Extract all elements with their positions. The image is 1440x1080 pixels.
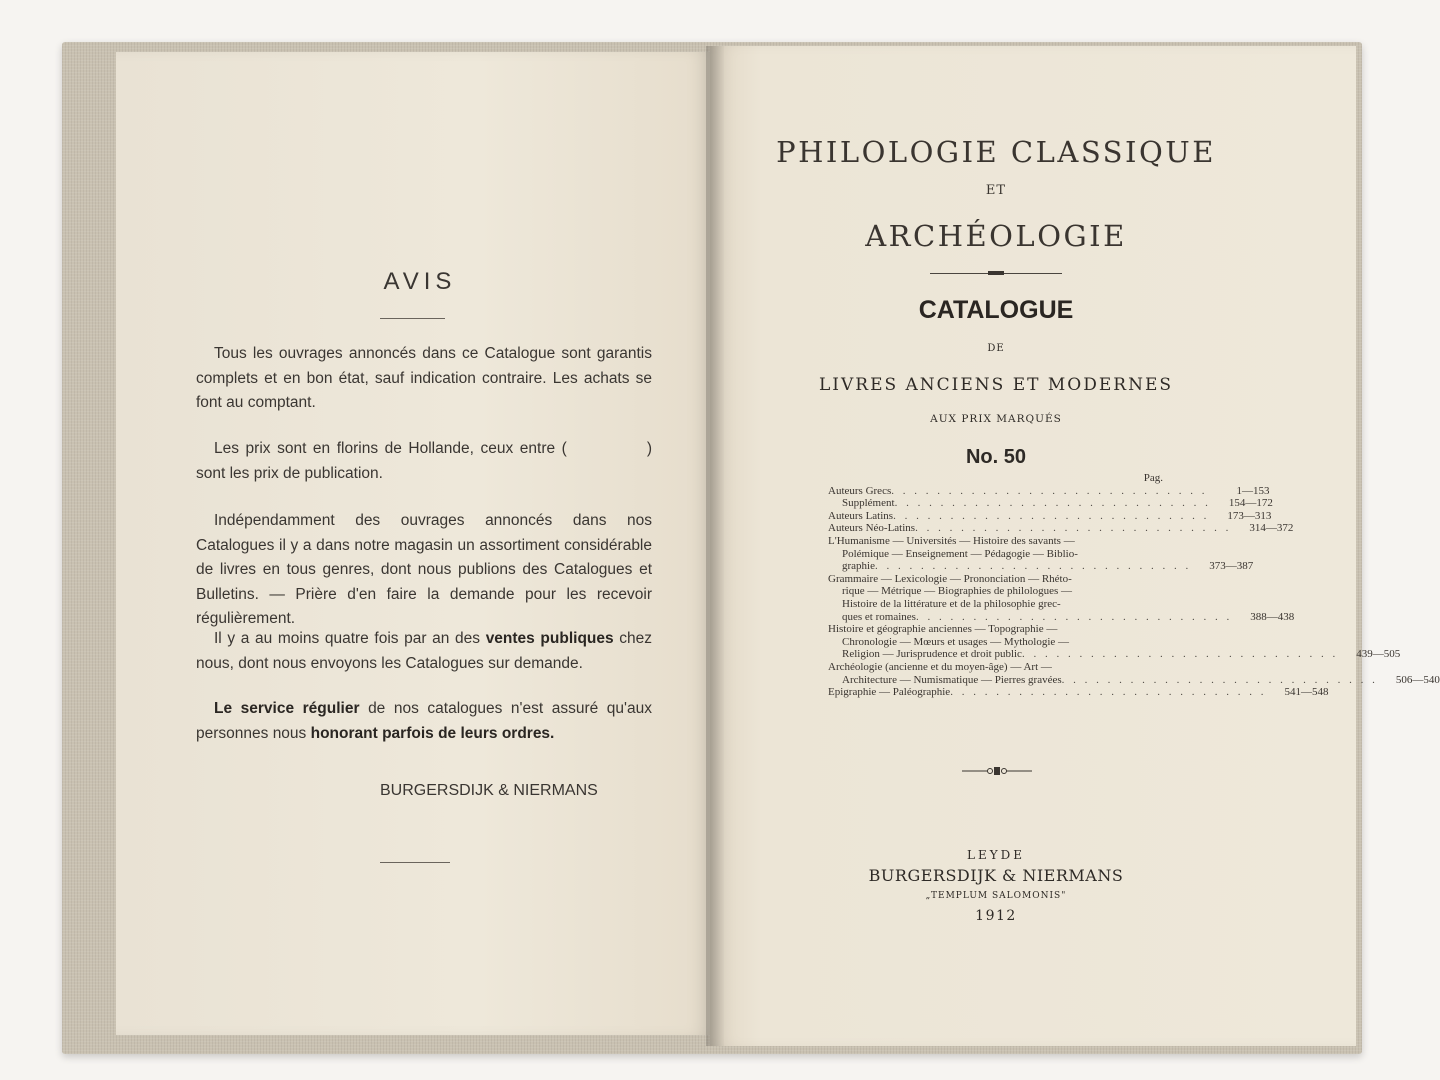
toc-entry-text: Auteurs Grecs	[828, 484, 892, 497]
toc-entry-pages	[1111, 623, 1173, 636]
toc-entry-pages	[1111, 585, 1173, 598]
toc-row	[828, 598, 1173, 611]
toc-row	[828, 673, 1440, 687]
toc-entry-text: Architecture — Numismatique — Pierres gravées	[842, 673, 1062, 686]
avis-bottom-rule	[380, 862, 450, 863]
toc-entry-pages	[1111, 598, 1173, 611]
toc-dot-leader: . . . . . . . . . . . . . . . . . . . . . . . . . . . .	[915, 522, 1232, 535]
toc-row	[828, 522, 1294, 535]
livres-line: LIVRES ANCIENS ET MODERNES	[818, 375, 1173, 395]
toc-row	[828, 610, 1295, 624]
toc-row	[828, 573, 1173, 586]
title-et: ET	[985, 183, 1007, 198]
toc-entry-text: L'Humanisme — Universités — Histoire des savants —	[828, 534, 1075, 547]
toc-entry-pages: 154—172	[1228, 497, 1273, 510]
toc-entry-text: Grammaire — Lexicologie — Prononciation — Rhéto-	[828, 572, 1072, 585]
toc-entry-text: Chronologie — Mœurs et usages — Mythologie —	[842, 635, 1070, 648]
toc-row	[828, 686, 1329, 699]
catalogue-number: No. 50	[965, 446, 1027, 468]
toc-entry-text: Religion — Jurisprudence et droit public	[842, 648, 1022, 661]
toc-entry-text: Histoire et géographie anciennes — Topographie —	[828, 623, 1058, 636]
toc-entry-text: ques et romaines	[842, 610, 916, 623]
toc-row	[828, 497, 1273, 510]
toc-dot-leader: . . . . . . . . . . . . . . . . . . . . . . . . . . . .	[950, 686, 1267, 699]
toc-entry-pages: 388—438	[1250, 610, 1295, 623]
imprint-publisher: BURGERSDIJK & NIERMANS	[868, 866, 1124, 885]
avis-rule	[380, 318, 445, 319]
toc-dot-leader: . . . . . . . . . . . . . . . . . . . . . . . . . . . .	[915, 610, 1233, 623]
toc-entry-text: rique — Métrique — Biographies de philologues —	[842, 585, 1073, 598]
toc-entry-pages: 373—387	[1209, 560, 1254, 573]
toc-entry-text: Polémique — Enseignement — Pédagogie — Biblio-	[842, 547, 1078, 560]
imprint-year: 1912	[975, 908, 1017, 924]
toc-row	[828, 623, 1173, 636]
toc-dot-leader: . . . . . . . . . . . . . . . . . . . . . . . . . . . .	[1021, 648, 1339, 661]
toc-entry-pages: 1—153	[1236, 484, 1270, 497]
avis-title: AVIS	[383, 268, 457, 295]
toc-entry-pages	[1111, 573, 1173, 586]
toc-entry-text: Archéologie (ancienne et du moyen-âge) — Art —	[828, 660, 1052, 673]
toc-entry-text: graphie	[842, 560, 875, 573]
prix-line: AUX PRIX MARQUÉS	[930, 413, 1062, 425]
toc-entry-text: Auteurs Latins	[828, 509, 894, 522]
avis-paragraph-1: Tous les ouvrages annoncés dans ce Catalogue sont garantis complets et en bon état, sauf indication contraire. Les achats se font au comptant.	[196, 345, 652, 411]
table-of-contents	[828, 472, 1440, 699]
title-line-2: ARCHÉOLOGIE	[865, 219, 1127, 253]
imprint-templum: „TEMPLUM SALOMONIS"	[925, 891, 1067, 901]
toc-entry-pages	[1111, 548, 1173, 561]
toc-row	[828, 484, 1270, 498]
toc-header: Pag.	[1143, 472, 1163, 484]
toc-row	[828, 661, 1173, 674]
toc-row	[828, 535, 1173, 548]
imprint-city: LEYDE	[966, 848, 1026, 862]
toc-entry-pages: 173—313	[1227, 509, 1272, 522]
toc-dot-leader: . . . . . . . . . . . . . . . . . . . . . . . . . . . .	[894, 497, 1211, 510]
catalogue-de: DE	[987, 343, 1005, 354]
toc-row	[828, 648, 1401, 661]
title-line-1: PHILOLOGIE CLASSIQUE	[776, 135, 1216, 169]
ornament-icon	[960, 764, 1034, 778]
toc-entry-pages	[1111, 535, 1173, 548]
toc-dot-leader: . . . . . . . . . . . . . . . . . . . . . . . . . . . .	[1061, 673, 1378, 686]
title-rule-center	[988, 271, 1004, 275]
avis-paragraph-2: Les prix sont en florins de Hollande, ceux entre ( ) sont les prix de publication.	[196, 440, 652, 482]
toc-entry-pages	[1111, 661, 1173, 674]
avis-paragraph-3: Indépendamment des ouvrages annoncés dans nos Catalogues il y a dans notre magasin un assortiment considérable de livres en tous genres, dont nous publions des Catalogues et Bulletins. — Prière d'en faire la demande pour les recevoir régulièrement.	[196, 512, 652, 627]
toc-row	[828, 548, 1173, 561]
toc-row	[828, 509, 1272, 523]
toc-entry-text: Epigraphie — Paléographie	[828, 686, 951, 699]
toc-entry-text: Supplément	[842, 497, 895, 510]
catalogue-heading: CATALOGUE	[918, 296, 1074, 324]
toc-dot-leader: . . . . . . . . . . . . . . . . . . . . . . . . . . . .	[874, 560, 1192, 573]
toc-entry-pages	[1111, 636, 1173, 649]
toc-entry-pages: 314—372	[1249, 522, 1294, 535]
toc-row	[828, 560, 1254, 573]
toc-entry-pages: 506—540	[1395, 673, 1440, 686]
toc-entry-text: Histoire de la littérature et de la philosophie grec-	[842, 597, 1061, 610]
avis-paragraph-5: Le service régulier de nos catalogues n'est assuré qu'aux personnes nous honorant parfois de leurs ordres.	[196, 700, 652, 742]
avis-signature: BURGERSDIJK & NIERMANS	[380, 782, 598, 799]
toc-entry-pages: 541—548	[1284, 686, 1329, 699]
toc-row	[828, 636, 1173, 649]
avis-paragraph-4: Il y a au moins quatre fois par an des ventes publiques chez nous, dont nous envoyons les Catalogues sur demande.	[196, 630, 653, 672]
toc-dot-leader: . . . . . . . . . . . . . . . . . . . . . . . . . . . .	[893, 509, 1210, 522]
toc-row	[828, 585, 1173, 598]
toc-entry-pages: 439—505	[1356, 648, 1401, 661]
toc-entry-text: Auteurs Néo-Latins	[828, 522, 916, 535]
toc-dot-leader: . . . . . . . . . . . . . . . . . . . . . . . . . . . .	[891, 484, 1208, 497]
